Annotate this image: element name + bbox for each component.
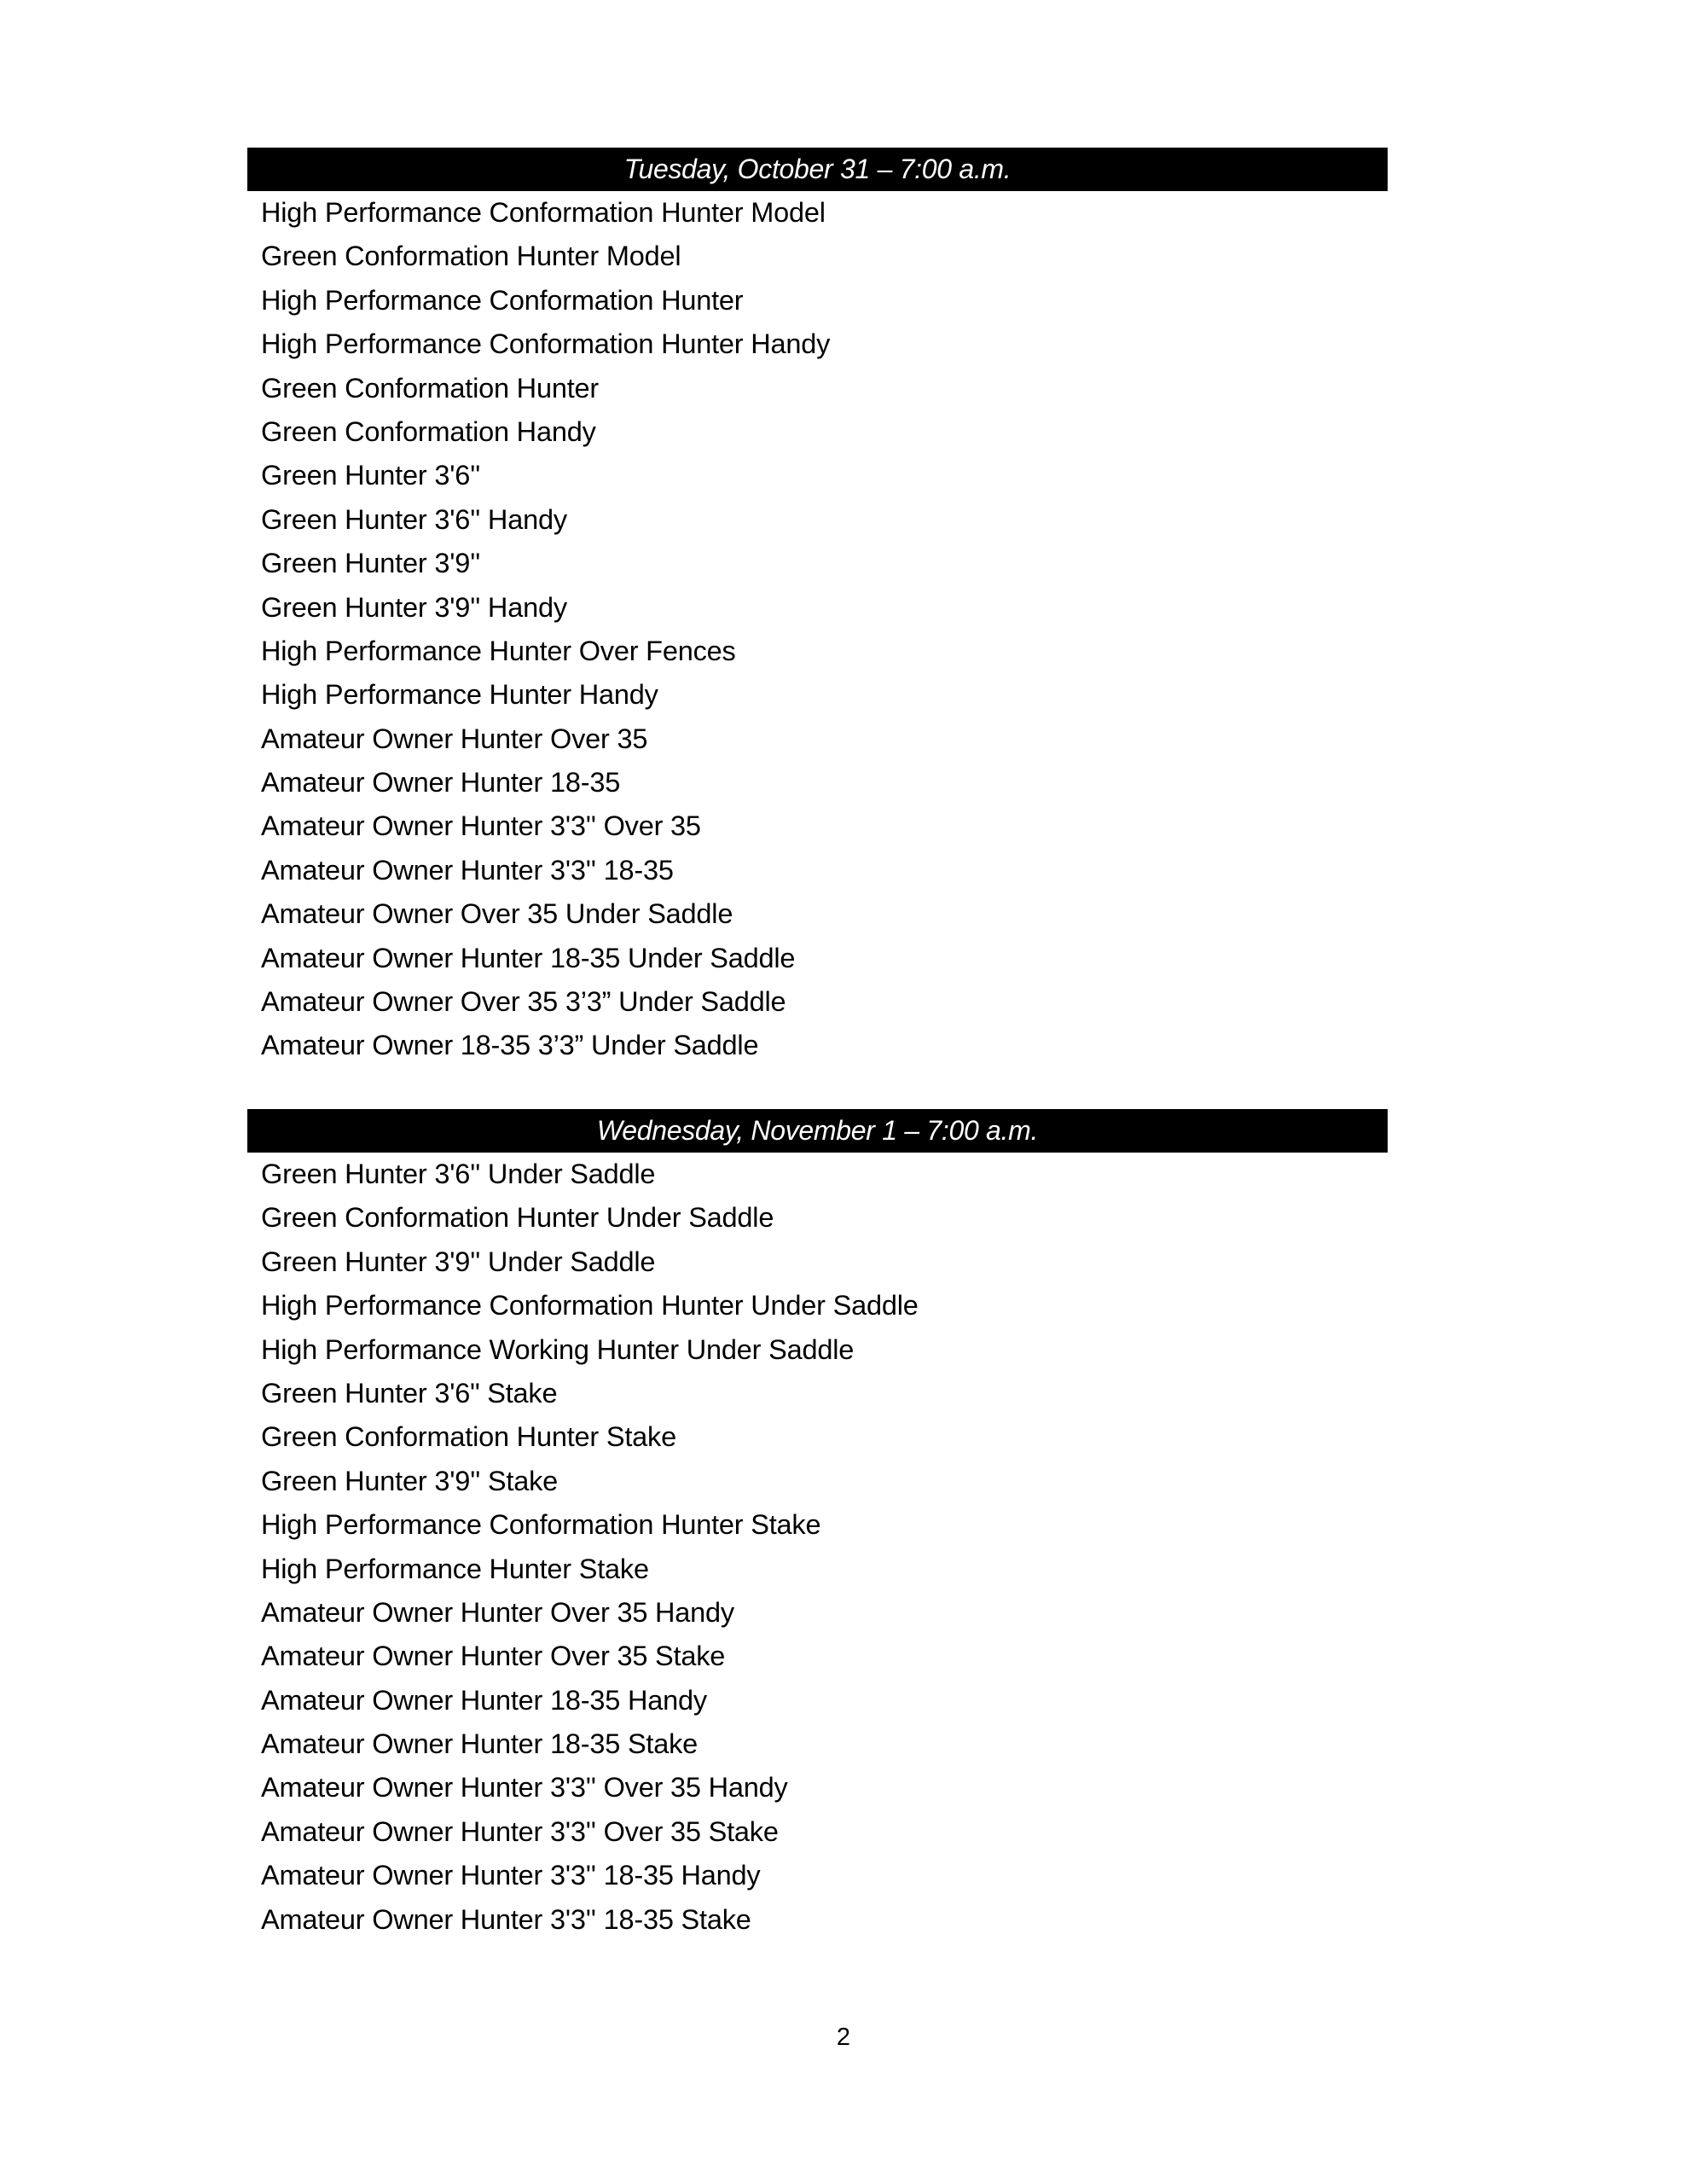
class-list bbox=[247, 191, 1388, 1068]
class-item: High Performance Hunter Over Fences bbox=[261, 635, 736, 666]
class-item: Green Hunter 3'6'' Under Saddle bbox=[261, 1159, 656, 1189]
class-item: High Performance Hunter Handy bbox=[261, 679, 658, 711]
class-item: High Performance Hunter Stake bbox=[261, 1553, 649, 1584]
class-item: High Performance Conformation Hunter Model bbox=[261, 197, 826, 228]
class-item: Green Hunter 3'6" Stake bbox=[261, 1377, 558, 1409]
class-item: Green Hunter 3'6'' Handy bbox=[261, 503, 567, 535]
class-item: Amateur Owner Hunter 3'3'' Over 35 Stake bbox=[261, 1815, 779, 1847]
class-item: Green Conformation Handy bbox=[261, 415, 596, 447]
class-item: Amateur Owner Hunter 3'3'' Over 35 Handy bbox=[261, 1772, 788, 1804]
class-item: Amateur Owner Hunter 3'3'' 18-35 Handy bbox=[261, 1860, 761, 1891]
class-item: Amateur Owner Hunter 3'3'' Over 35 bbox=[261, 810, 701, 842]
page-number: 2 bbox=[836, 2024, 851, 2051]
class-item: Green Conformation Hunter Stake bbox=[261, 1421, 676, 1453]
class-item: Amateur Owner Hunter 3'3'' 18-35 Stake bbox=[261, 1903, 751, 1935]
class-item: High Performance Conformation Hunter Handy bbox=[261, 328, 831, 360]
class-item: Green Conformation Hunter Model bbox=[261, 241, 681, 272]
class-item: High Performance Conformation Hunter bbox=[261, 284, 744, 316]
class-item: Green Hunter 3'6'' bbox=[261, 460, 481, 491]
class-item: Green Conformation Hunter Under Saddle bbox=[261, 1202, 774, 1234]
class-item: Amateur Owner 18-35 3’3” Under Saddle bbox=[261, 1030, 759, 1061]
class-item: High Performance Conformation Hunter Under Saddle bbox=[261, 1290, 919, 1321]
section-header: Wednesday, November 1 – 7:00 a.m. bbox=[247, 1109, 1388, 1153]
class-item: Green Hunter 3'9'' Under Saddle bbox=[261, 1246, 656, 1277]
class-item: Amateur Owner Hunter 18-35 Under Saddle bbox=[261, 942, 796, 973]
class-item: Green Conformation Hunter bbox=[261, 372, 600, 404]
class-item: Amateur Owner Over 35 Under Saddle bbox=[261, 898, 733, 930]
class-item: Amateur Owner Over 35 3’3” Under Saddle bbox=[261, 986, 786, 1018]
schedule-section-wednesday bbox=[247, 1109, 1388, 1942]
class-item: Green Hunter 3'9'' bbox=[261, 548, 481, 579]
class-item: Amateur Owner Hunter 18-35 Stake bbox=[261, 1728, 699, 1760]
schedule-section-tuesday bbox=[247, 148, 1388, 1068]
class-item: Green Hunter 3'9'' Handy bbox=[261, 591, 567, 623]
class-item: Green Hunter 3'9'' Stake bbox=[261, 1465, 559, 1496]
class-item: High Performance Working Hunter Under Saddle bbox=[261, 1333, 855, 1365]
class-item: Amateur Owner Hunter 18-35 Handy bbox=[261, 1684, 707, 1716]
class-list bbox=[247, 1153, 1388, 1942]
section-header: Tuesday, October 31 – 7:00 a.m. bbox=[247, 148, 1388, 191]
class-item: High Performance Conformation Hunter Stake bbox=[261, 1509, 821, 1541]
class-item: Amateur Owner Hunter 3'3'' 18-35 bbox=[261, 854, 674, 886]
class-item: Amateur Owner Hunter Over 35 Stake bbox=[261, 1641, 726, 1672]
class-item: Amateur Owner Hunter Over 35 Handy bbox=[261, 1596, 734, 1628]
class-item: Amateur Owner Hunter 18-35 bbox=[261, 767, 621, 799]
class-item: Amateur Owner Hunter Over 35 bbox=[261, 723, 648, 754]
